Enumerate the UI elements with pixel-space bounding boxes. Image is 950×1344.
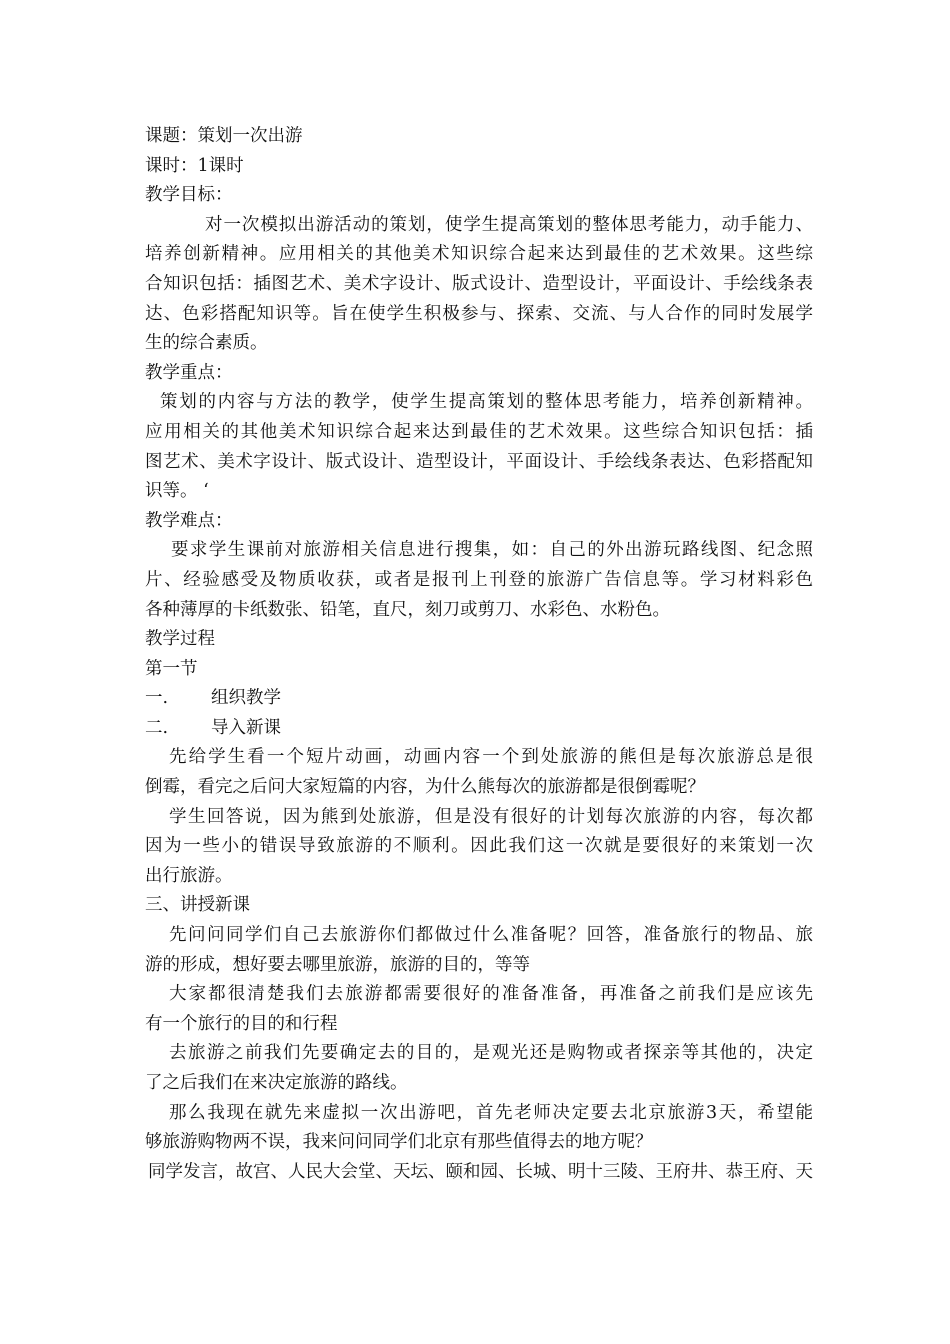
- paragraph-line: 图艺术、美术字设计、版式设计、造型设计，平面设计、手绘线条表达、色彩搭配知: [145, 451, 813, 472]
- paragraph-line: 应用相关的其他美术知识综合起来达到最佳的艺术效果。这些综合知识包括：插: [145, 421, 813, 442]
- process-heading: 教学过程: [145, 629, 215, 650]
- paragraph-line: 那么我现在就先来虚拟一次出游吧，首先老师决定要去北京旅游3天，希望能: [169, 1102, 813, 1123]
- new-lesson-paragraph-4: [145, 1099, 813, 1158]
- paragraph-line: 对一次模拟出游活动的策划，使学生提高策划的整体思考能力，动手能力、: [205, 214, 813, 235]
- step-two: [145, 714, 813, 744]
- key-points-paragraph: [145, 388, 813, 506]
- new-lesson-paragraph-1: [145, 921, 813, 980]
- paragraph-line: 学生回答说，因为熊到处旅游，但是没有很好的计划每次旅游的内容，每次都: [169, 806, 813, 827]
- new-lesson-paragraph-2: [145, 980, 813, 1039]
- paragraph-line: 达、色彩搭配知识等。旨在使学生积极参与、探索、交流、与人合作的同时发展学: [145, 303, 813, 324]
- lesson-topic: 课题：策划一次出游: [145, 126, 303, 146]
- step-title: 组织教学: [211, 688, 281, 709]
- intro-paragraph-1: [145, 743, 813, 802]
- paragraph-line: 合知识包括：插图艺术、美术字设计、版式设计、造型设计，平面设计、手绘线条表: [145, 273, 813, 294]
- paragraph-line: 倒霉，看完之后问大家短篇的内容，为什么熊每次的旅游都是很倒霉呢？: [145, 777, 705, 798]
- intro-paragraph-2: [145, 803, 813, 892]
- paragraph-line: 片、经验感受及物质收获，或者是报刊上刊登的旅游广告信息等。学习材料彩色: [145, 569, 813, 590]
- paragraph-line: 游的形成，想好要去哪里旅游，旅游的目的，等等: [145, 954, 530, 975]
- step-one: [145, 684, 813, 714]
- key-points-heading: 教学重点：: [145, 362, 233, 383]
- section-heading: 第一节: [145, 658, 198, 679]
- paragraph-line: 生的综合素质。: [145, 333, 268, 354]
- paragraph-line: 先问问同学们自己去旅游你们都做过什么准备呢？回答，准备旅行的物品、旅: [169, 925, 813, 946]
- step-three-heading: 三、讲授新课: [145, 895, 250, 916]
- paragraph-line: 识等。 ‘: [145, 481, 209, 502]
- paragraph-line: 够旅游购物两不误，我来问问同学们北京有那些值得去的地方呢？: [145, 1132, 653, 1153]
- step-number: 二.: [145, 717, 169, 738]
- paragraph-line: 要求学生课前对旅游相关信息进行搜集，如：自己的外出游玩路线图、纪念照: [171, 540, 813, 561]
- new-lesson-paragraph-5: [145, 1158, 813, 1188]
- step-title: 导入新课: [211, 717, 281, 738]
- paragraph-line: 出行旅游。: [145, 865, 233, 886]
- paragraph-line: 策划的内容与方法的教学，使学生提高策划的整体思考能力，培养创新精神。: [160, 392, 813, 413]
- paragraph-line: 大家都很清楚我们去旅游都需要很好的准备准备，再准备之前我们是应该先: [169, 984, 813, 1005]
- document-page: [145, 122, 813, 1187]
- paragraph-line: 有一个旅行的目的和行程: [145, 1013, 338, 1034]
- paragraph-line: 同学发言，故宫、人民大会堂、天坛、颐和园、长城、明十三陵、王府井、恭王府、天: [148, 1161, 813, 1182]
- paragraph-line: 了之后我们在来决定旅游的路线。: [145, 1073, 408, 1093]
- new-lesson-paragraph-3: [145, 1039, 813, 1098]
- paragraph-line: 各种薄厚的卡纸数张、铅笔，直尺，刻刀或剪刀、水彩色、水粉色。: [145, 599, 670, 620]
- goal-heading: 教学目标：: [145, 185, 233, 206]
- paragraph-line: 去旅游之前我们先要确定去的目的，是观光还是购物或者探亲等其他的，决定: [169, 1043, 813, 1064]
- step-number: 一.: [145, 688, 169, 709]
- paragraph-line: 先给学生看一个短片动画，动画内容一个到处旅游的熊但是每次旅游总是很: [169, 747, 813, 768]
- paragraph-line: 因为一些小的错误导致旅游的不顺利。因此我们这一次就是要很好的来策划一次: [145, 836, 813, 857]
- lesson-hours: 课时：1课时: [145, 155, 244, 176]
- difficulty-heading: 教学难点：: [145, 510, 233, 531]
- difficulty-paragraph: [145, 536, 813, 625]
- goal-paragraph: [145, 211, 813, 359]
- paragraph-line: 培养创新精神。应用相关的其他美术知识综合起来达到最佳的艺术效果。这些综: [145, 244, 813, 265]
